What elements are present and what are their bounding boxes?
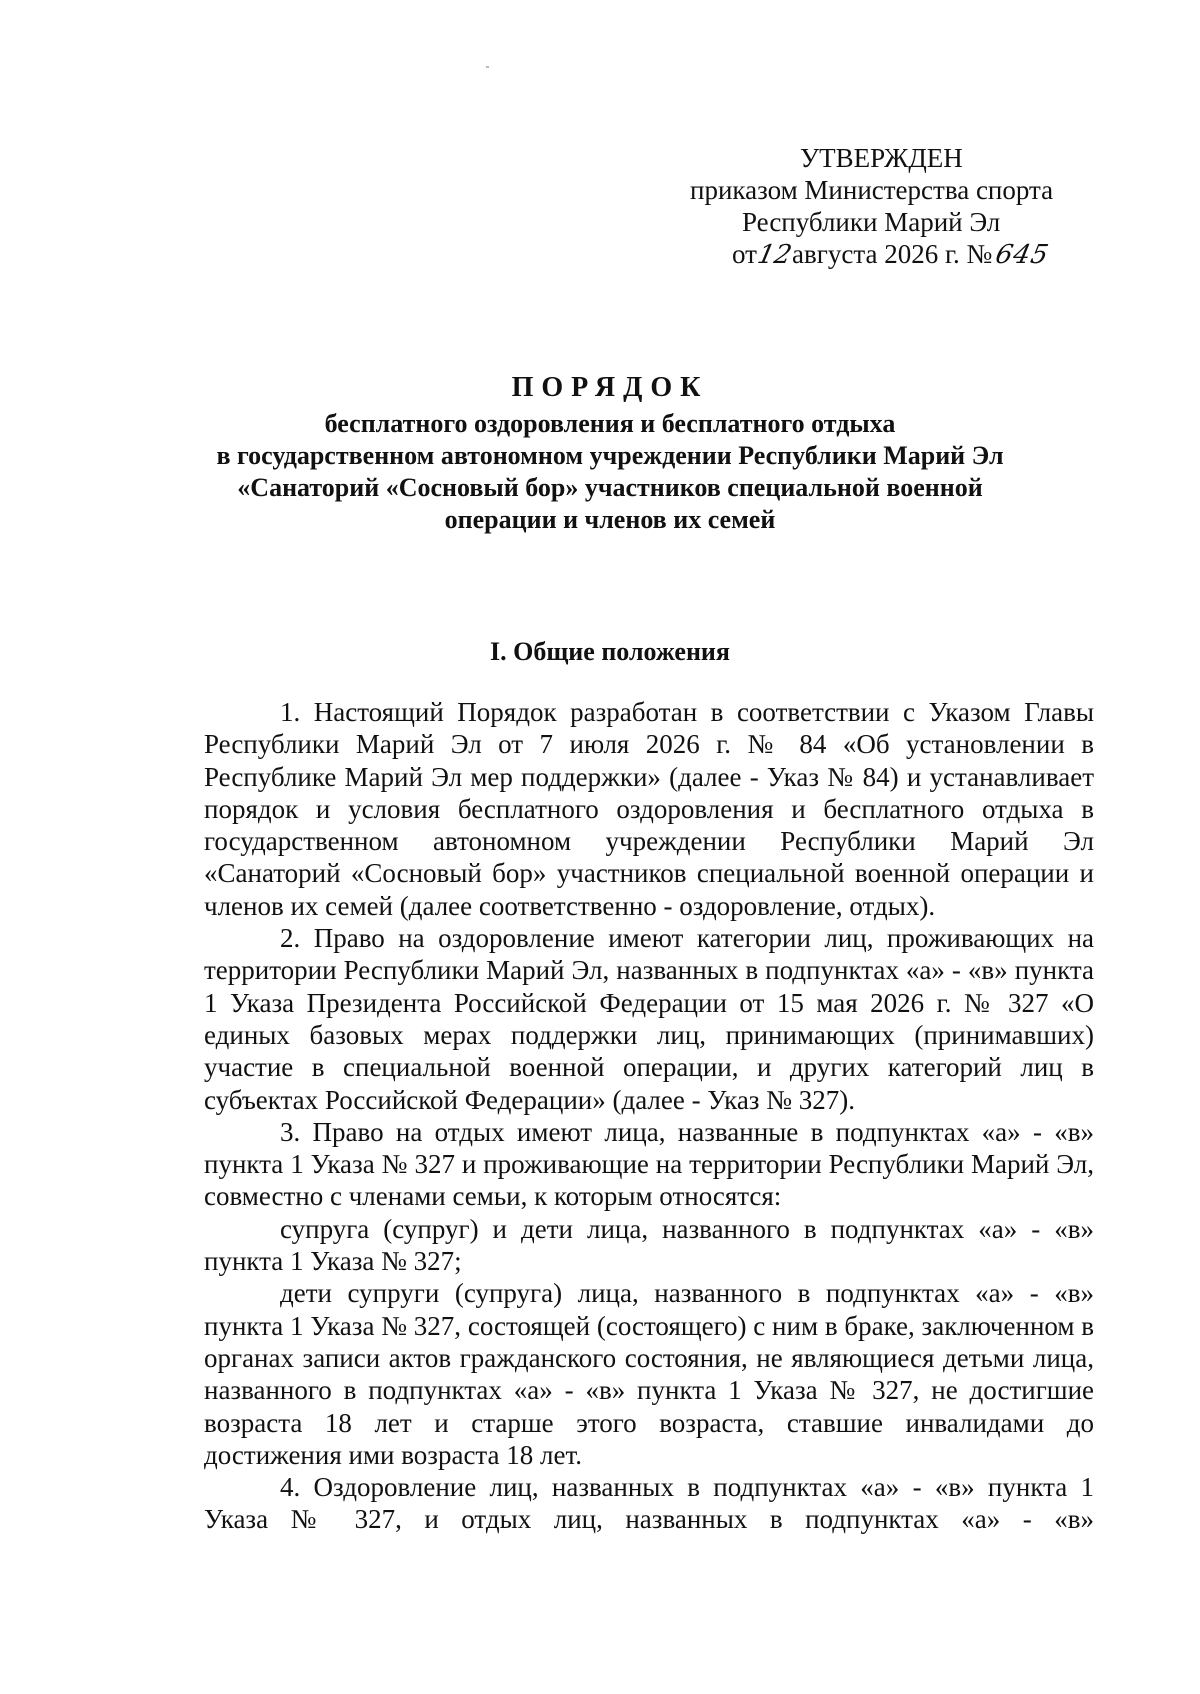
approval-republic-line: Республики Марий Эл bbox=[742, 207, 1001, 237]
document-title bbox=[150, 368, 1070, 536]
title-line: бесплатного оздоровления и бесплатного отдыха bbox=[324, 409, 896, 438]
section-heading: I. Общие положения bbox=[490, 637, 730, 666]
paragraph-2: 2. Право на оздоровление имеют категории лиц, проживающих на территории Республики Марий Эл, названных в подпунктах «а» - «в» пункта 1 Указа Президента Российской Федерации от 15 мая 2026 г. № 327 «О единых базовых мерах поддержки лиц, принимающих (принимавших) участие в специальной военной операции, и других категорий лиц в субъектах Российской Федерации» (далее - Указ № 327). bbox=[204, 923, 1094, 1115]
title-line: операции и членов их семей bbox=[444, 505, 776, 534]
approval-heading: УТВЕРЖДЕН bbox=[800, 143, 963, 173]
handwritten-order-number: 645 bbox=[993, 240, 1053, 270]
approval-stamp-block bbox=[690, 142, 1110, 271]
title-line: «Санаторий «Сосновый бор» участников специальной военной bbox=[237, 473, 983, 502]
handwritten-day: 12 bbox=[754, 240, 795, 270]
approval-date-middle: августа 2026 г. № bbox=[792, 239, 993, 269]
paragraph-4: 4. Оздоровление лиц, названных в подпунктах «а» - «в» пункта 1 Указа № 327, и отдых лиц, названных в подпунктах «а» - «в» bbox=[204, 1472, 1094, 1535]
approval-date-prefix: от bbox=[732, 239, 757, 269]
title-line: в государственном автономном учреждении Республики Марий Эл bbox=[216, 441, 1004, 470]
paragraph-3-item-1: супруга (супруг) и дети лица, названного в подпунктах «а» - «в» пункта 1 Указа № 327; bbox=[204, 1213, 1094, 1277]
paragraph-3-item-2: дети супруги (супруга) лица, названного в подпунктах «а» - «в» пункта 1 Указа № 327, состоящей (состоящего) с ним в браке, заключенном в органах записи актов гражданского состояния, не являющиеся детьми лица, названного в подпунктах «а» - «в» пункта 1 Указа № 327, не достигшие возраста 18 лет и старше этого возраста, ставшие инвалидами до достижения ими возраста 18 лет. bbox=[204, 1278, 1094, 1470]
paragraph-3: 3. Право на отдых имеют лица, названные в подпунктах «а» - «в» пункта 1 Указа № 327 и проживающие на территории Республики Марий Эл, совместно с членами семьи, к которым относятся: bbox=[204, 1116, 1094, 1212]
title-main: ПОРЯДОК bbox=[511, 372, 709, 403]
paragraph-1: 1. Настоящий Порядок разработан в соответствии с Указом Главы Республики Марий Эл от 7 июля 2026 г. № 84 «Об установлении в Республике Марий Эл мер поддержки» (далее - Указ № 84) и устанавливает порядок и условия бесплатного оздоровления и бесплатного отдыха в государственном автономном учреждении Республики Марий Эл «Санаторий «Сосновый бор» участников специальной военной операции и членов их семей (далее соответственно - оздоровление, отдых). bbox=[204, 697, 1094, 921]
scan-speck bbox=[486, 66, 489, 68]
document-body bbox=[204, 696, 1094, 1536]
approval-order-line: приказом Министерства спорта bbox=[690, 175, 1054, 205]
approval-date-line bbox=[690, 238, 1110, 271]
